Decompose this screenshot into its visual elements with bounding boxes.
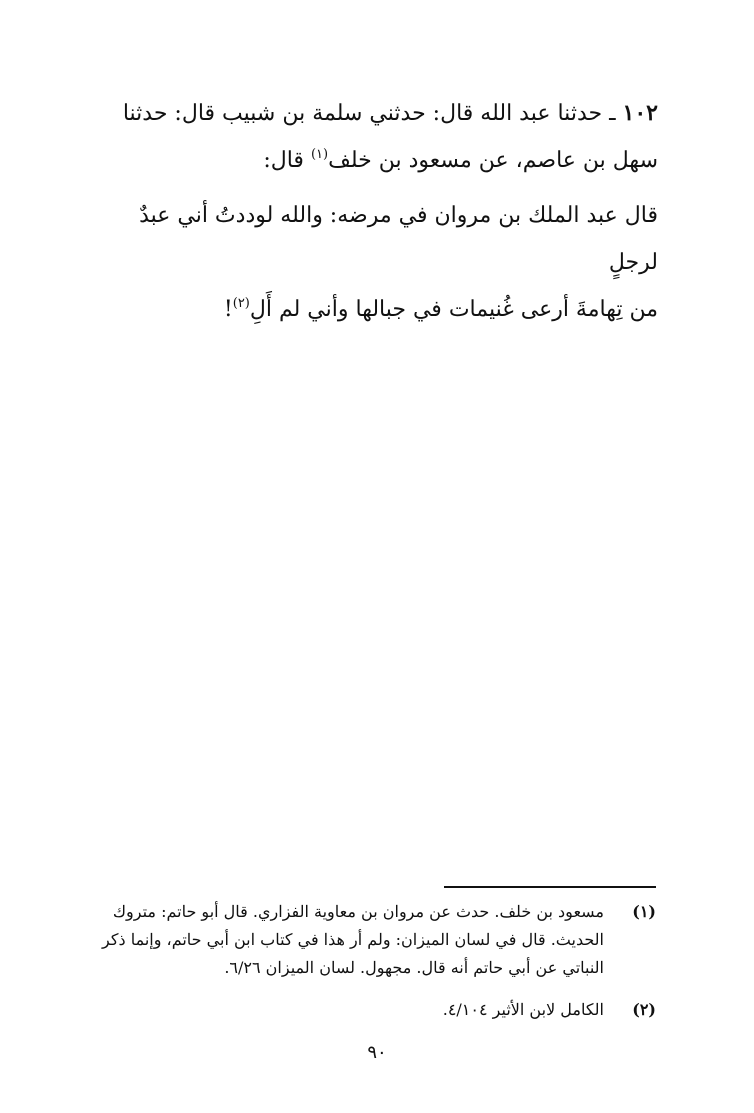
footnote-marker: (١) xyxy=(632,902,656,921)
isnad-line-2-end: قال: xyxy=(263,148,304,173)
matn-line-2-end: ! xyxy=(223,297,233,322)
main-text xyxy=(96,90,658,333)
footnote-1 xyxy=(88,898,656,982)
matn-line-1: قال عبد الملك بن مروان في مرضه: والله لوددتُ أني عبدٌ لرجلٍ xyxy=(139,203,658,275)
isnad-line-1: حدثنا عبد الله قال: حدثني سلمة بن شبيب قال: حدثنا xyxy=(122,101,603,126)
hadith-number: ١٠٢ xyxy=(622,100,658,126)
footnote-reference-1[interactable]: (١) xyxy=(310,147,329,162)
page-number: ٩٠ xyxy=(367,1042,387,1063)
hadith-dash: ـ xyxy=(609,101,616,126)
footnotes-section xyxy=(88,898,656,1024)
matn-line-2: من تِهامةَ أرعى غُنيمات في جبالها وأني لم أَلِ xyxy=(249,297,658,322)
footnote-marker: (٢) xyxy=(632,1000,656,1019)
matn-paragraph xyxy=(96,192,658,333)
footnote-separator xyxy=(444,886,656,888)
isnad-paragraph xyxy=(96,90,658,184)
footnote-text: الكامل لابن الأثير ٤/١٠٤. xyxy=(442,1000,604,1019)
footnote-reference-2[interactable]: (٢) xyxy=(232,296,250,311)
footnote-2 xyxy=(88,996,656,1024)
isnad-line-2: سهل بن عاصم، عن مسعود بن خلف xyxy=(328,148,658,173)
footnote-text: مسعود بن خلف. حدث عن مروان بن معاوية الفزاري. قال أبو حاتم: متروك الحديث. قال في لسان الميزان: ولم أر هذا في كتاب ابن أبي حاتم، وإنما ذكر النباتي عن أبي حاتم أنه قال. مجهول. لسان الميزان ٦/٢٦. xyxy=(102,902,604,977)
